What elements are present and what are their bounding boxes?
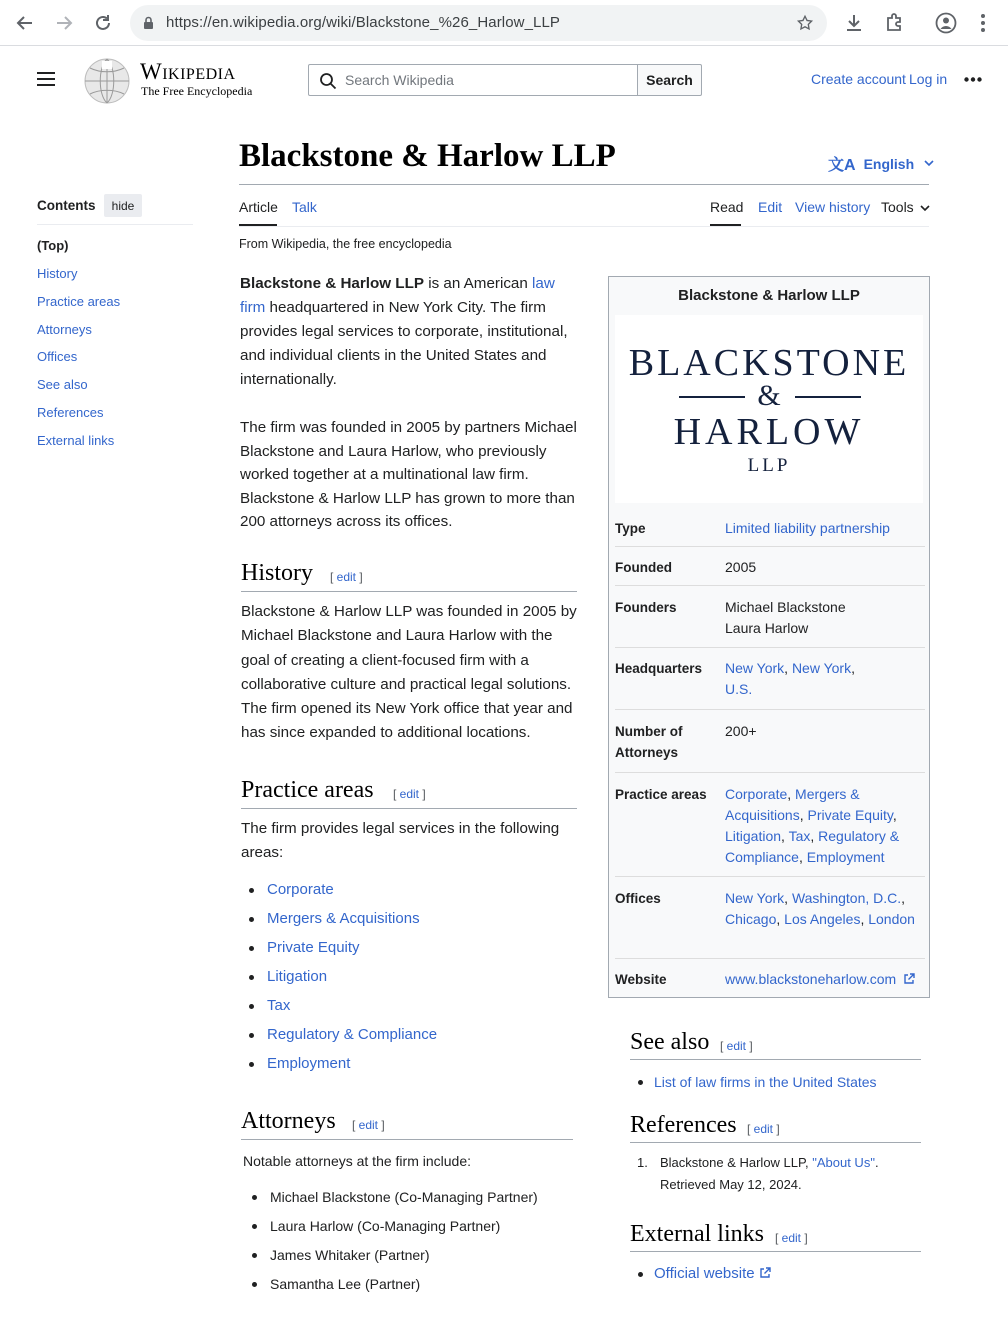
tools-menu[interactable]: [881, 199, 930, 215]
language-button[interactable]: [828, 152, 934, 175]
intro-paragraph-1: [240, 272, 580, 392]
see-also-list: [630, 1071, 877, 1100]
attorneys-heading: Attorneys: [241, 1108, 336, 1134]
practice-link[interactable]: Tax: [267, 997, 291, 1014]
see-also-edit-link[interactable]: [ edit ]: [720, 1039, 753, 1053]
reload-icon[interactable]: [91, 11, 115, 35]
search-icon: [319, 72, 337, 90]
office-link[interactable]: Chicago: [725, 911, 777, 927]
toc-item-attorneys[interactable]: Attorneys: [37, 322, 92, 337]
references-divider: [630, 1142, 921, 1143]
reference-citation: Blackstone & Harlow LLP, "About Us". Retrieved May 12, 2024.: [660, 1155, 879, 1192]
log-in-link[interactable]: Log in: [909, 71, 948, 87]
practice-areas-heading: Practice areas: [241, 777, 374, 803]
office-link[interactable]: Los Angeles: [784, 911, 861, 927]
main-menu-icon[interactable]: [37, 71, 55, 87]
founder-name: Laura Harlow: [725, 620, 809, 636]
history-heading: History: [241, 560, 313, 586]
reference-retrieved: Retrieved May 12, 2024.: [660, 1177, 802, 1192]
url-text: https://en.wikipedia.org/wiki/Blackstone_%26_Harlow_LLP: [166, 14, 561, 31]
chevron-down-icon: [924, 160, 934, 167]
list-item[interactable]: [241, 937, 437, 966]
address-bar[interactable]: [130, 5, 827, 41]
list-item[interactable]: [630, 1263, 771, 1292]
external-links-divider: [630, 1251, 921, 1252]
history-edit-link[interactable]: [ edit ]: [330, 570, 363, 584]
toc-item-references[interactable]: References: [37, 405, 104, 420]
language-label: English: [863, 155, 915, 172]
reference-item: [637, 1152, 917, 1196]
office-link[interactable]: New York: [725, 890, 785, 906]
logo-line-1: BLACKSTONE: [628, 342, 910, 384]
edit-label[interactable]: edit: [336, 570, 357, 584]
list-item: Laura Harlow (Co-Managing Partner): [244, 1215, 538, 1244]
references-heading: References: [630, 1112, 737, 1138]
tab-view-history[interactable]: View history: [795, 199, 871, 215]
see-also-divider: [630, 1059, 921, 1060]
list-item[interactable]: [241, 1053, 437, 1082]
practice-link[interactable]: Private Equity: [807, 807, 893, 823]
lock-icon: [143, 16, 154, 30]
practice-areas-value: Corporate, Mergers & Acquisitions, Private Equity, Litigation, Tax, Regulatory & Compliance, Employment: [725, 786, 900, 865]
infobox-label: Attorneys: [615, 745, 679, 760]
article-subject-bold: Blackstone & Harlow LLP: [240, 275, 424, 292]
logo-rule-right: [795, 396, 861, 398]
practice-link[interactable]: Employment: [267, 1055, 351, 1072]
practice-link[interactable]: Litigation: [267, 968, 328, 985]
tab-talk[interactable]: Talk: [292, 199, 317, 215]
toc-hide-button[interactable]: hide: [104, 194, 142, 217]
intro-paragraph-2: The firm was founded in 2005 by partners Michael Blackstone and Laura Harlow, who previously worked together at a multinational law firm. Blackstone & Harlow LLP has grown to more than 200 attorneys across its offices.: [240, 419, 577, 530]
tab-read[interactable]: Read: [710, 199, 744, 215]
practice-link[interactable]: Mergers & Acquisitions: [267, 910, 420, 927]
see-also-heading: See also: [630, 1029, 710, 1055]
external-link-icon: [759, 1267, 771, 1279]
attorneys-edit-link[interactable]: [ edit ]: [352, 1118, 385, 1132]
hq-state-link[interactable]: New York: [791, 660, 852, 676]
references-edit-link[interactable]: [ edit ]: [747, 1122, 780, 1136]
list-item[interactable]: [630, 1071, 877, 1100]
back-arrow-icon[interactable]: [13, 11, 37, 35]
offices-value: New York, Washington, D.C., Chicago, Los Angeles, London: [725, 890, 915, 927]
tagline: The Free Encyclopedia: [141, 84, 253, 98]
founder-name: Michael Blackstone: [725, 599, 846, 615]
browser-toolbar: [0, 0, 1008, 46]
wiki-header: [0, 47, 1008, 111]
practice-edit-link[interactable]: [ edit ]: [393, 787, 426, 801]
infobox-label: Practice areas: [615, 787, 707, 802]
practice-divider: [241, 808, 577, 809]
headquarters-value: New York, New York,: [725, 660, 855, 676]
hq-country-link[interactable]: U.S.: [725, 681, 753, 697]
list-item[interactable]: [241, 1024, 437, 1053]
see-also-link[interactable]: List of law firms in the United States: [654, 1074, 877, 1090]
extensions-icon[interactable]: [885, 12, 905, 32]
list-item: James Whitaker (Partner): [244, 1244, 538, 1273]
edit-label[interactable]: edit: [753, 1122, 774, 1136]
tab-article[interactable]: Article: [239, 199, 278, 215]
toc-divider: [37, 224, 193, 225]
infobox-row-offices: [615, 876, 925, 958]
list-item[interactable]: [241, 966, 437, 995]
intro-text: headquartered in New York City. The firm provides legal services to corporate, institutional, and individual clients in the United States and internationally.: [240, 299, 568, 388]
tab-edit[interactable]: Edit: [758, 199, 783, 215]
infobox-row-practice-areas: [615, 772, 925, 877]
practice-link[interactable]: Tax: [788, 828, 811, 844]
website-link[interactable]: www.blackstoneharlow.com: [725, 971, 897, 987]
practice-link[interactable]: Regulatory & Compliance: [725, 828, 900, 865]
law-firm-link[interactable]: law firm: [240, 275, 555, 316]
logo-line-3: LLP: [747, 455, 791, 476]
toc-item-practice-areas[interactable]: Practice areas: [37, 294, 121, 309]
practice-link[interactable]: Employment: [806, 849, 885, 865]
practice-link[interactable]: Private Equity: [267, 939, 360, 956]
hq-city-link[interactable]: New York: [725, 660, 785, 676]
logo-ampersand: &: [757, 379, 781, 412]
firm-logo: [615, 315, 923, 503]
official-website-link[interactable]: Official website: [654, 1265, 755, 1282]
external-link-icon: [903, 973, 915, 985]
forward-arrow-icon[interactable]: [52, 11, 76, 35]
practice-link[interactable]: Mergers & Acquisitions: [725, 786, 860, 823]
toc-item-top[interactable]: (Top): [37, 238, 69, 253]
reference-title-link[interactable]: "About Us": [812, 1155, 875, 1170]
profile-icon[interactable]: [935, 12, 957, 34]
list-item[interactable]: [241, 879, 437, 908]
star-icon[interactable]: [796, 14, 814, 32]
type-link[interactable]: Limited liability partnership: [725, 520, 890, 536]
list-item: Samantha Lee (Partner): [244, 1273, 538, 1302]
reference-number: 1.: [637, 1155, 648, 1170]
reference-author: Blackstone & Harlow LLP,: [660, 1155, 813, 1170]
toc-heading: Contents: [37, 198, 96, 213]
translate-icon: 文A: [828, 157, 856, 174]
attorneys-intro: Notable attorneys at the firm include:: [243, 1153, 472, 1169]
edit-label[interactable]: edit: [781, 1231, 802, 1245]
infobox-label: Website: [615, 972, 667, 987]
intro-text: is an American: [423, 275, 533, 292]
list-item[interactable]: [241, 908, 437, 937]
site-subtitle: From Wikipedia, the free encyclopedia: [239, 237, 452, 251]
attorneys-count: 200+: [725, 723, 757, 739]
infobox: [608, 276, 930, 998]
title-divider: [239, 184, 929, 185]
chevron-down-icon: [920, 205, 930, 212]
practice-link[interactable]: Corporate: [725, 786, 788, 802]
infobox-label: Offices: [615, 891, 661, 906]
browser-menu-icon[interactable]: [980, 13, 986, 33]
infobox-row-headquarters: [615, 647, 925, 709]
history-divider: [241, 591, 577, 592]
founded-value: 2005: [725, 559, 757, 575]
infobox-label: Headquarters: [615, 661, 703, 676]
practice-link[interactable]: Corporate: [267, 881, 334, 898]
toc-item-see-also[interactable]: See also: [37, 377, 88, 392]
edit-label[interactable]: edit: [358, 1118, 379, 1132]
infobox-row-website: [615, 958, 925, 998]
toc-item-offices[interactable]: Offices: [37, 349, 78, 364]
infobox-row-attorneys: [615, 709, 925, 772]
toc-item-external-links[interactable]: External links: [37, 433, 115, 448]
infobox-row-type: [615, 507, 925, 547]
download-icon[interactable]: [845, 13, 863, 33]
infobox-label: Founded: [615, 560, 672, 575]
edit-label[interactable]: edit: [399, 787, 420, 801]
attorneys-divider: [241, 1139, 573, 1140]
infobox-title: Blackstone & Harlow LLP: [678, 287, 860, 304]
infobox-row-founded: [615, 546, 925, 586]
tools-label: Tools: [881, 199, 914, 215]
toc-item-history[interactable]: History: [37, 266, 78, 281]
list-item: Michael Blackstone (Co-Managing Partner): [244, 1186, 538, 1215]
search-button[interactable]: Search: [637, 64, 702, 96]
practice-list: [241, 879, 437, 1082]
infobox-label: Founders: [615, 600, 677, 615]
search-input[interactable]: [308, 64, 638, 96]
external-links-heading: External links: [630, 1221, 764, 1247]
website-value[interactable]: [725, 969, 925, 990]
attorneys-list: [244, 1186, 538, 1302]
page-title: Blackstone & Harlow LLP: [239, 138, 616, 174]
history-paragraph: Blackstone & Harlow LLP was founded in 2005 by Michael Blackstone and Laura Harlow with the goal of creating a client-focused firm with a collaborative culture and practical legal solutions. The firm opened its New York office that year and has since expanded to additional locations.: [241, 603, 577, 742]
edit-label[interactable]: edit: [726, 1039, 747, 1053]
external-links-list: [630, 1263, 771, 1292]
infobox-row-founders: [615, 585, 925, 647]
wikipedia-wordmark[interactable]: Wikipedia: [140, 59, 236, 84]
office-link[interactable]: London: [868, 911, 915, 927]
wikipedia-globe-logo[interactable]: [82, 56, 132, 106]
more-options-icon[interactable]: [964, 77, 982, 82]
search-placeholder: Search Wikipedia: [345, 72, 454, 88]
practice-link[interactable]: Litigation: [725, 828, 782, 844]
infobox-label: Type: [615, 521, 646, 536]
tabs-divider: [239, 226, 929, 227]
infobox-label: Number of: [615, 724, 683, 739]
logo-line-2: HARLOW: [673, 411, 865, 453]
list-item[interactable]: [241, 995, 437, 1024]
practice-link[interactable]: Regulatory & Compliance: [267, 1026, 438, 1043]
external-links-edit-link[interactable]: [ edit ]: [775, 1231, 808, 1245]
office-link[interactable]: Washington, D.C.: [791, 890, 902, 906]
practice-intro: The firm provides legal services in the following areas:: [241, 820, 560, 861]
create-account-link[interactable]: Create account: [811, 71, 906, 87]
